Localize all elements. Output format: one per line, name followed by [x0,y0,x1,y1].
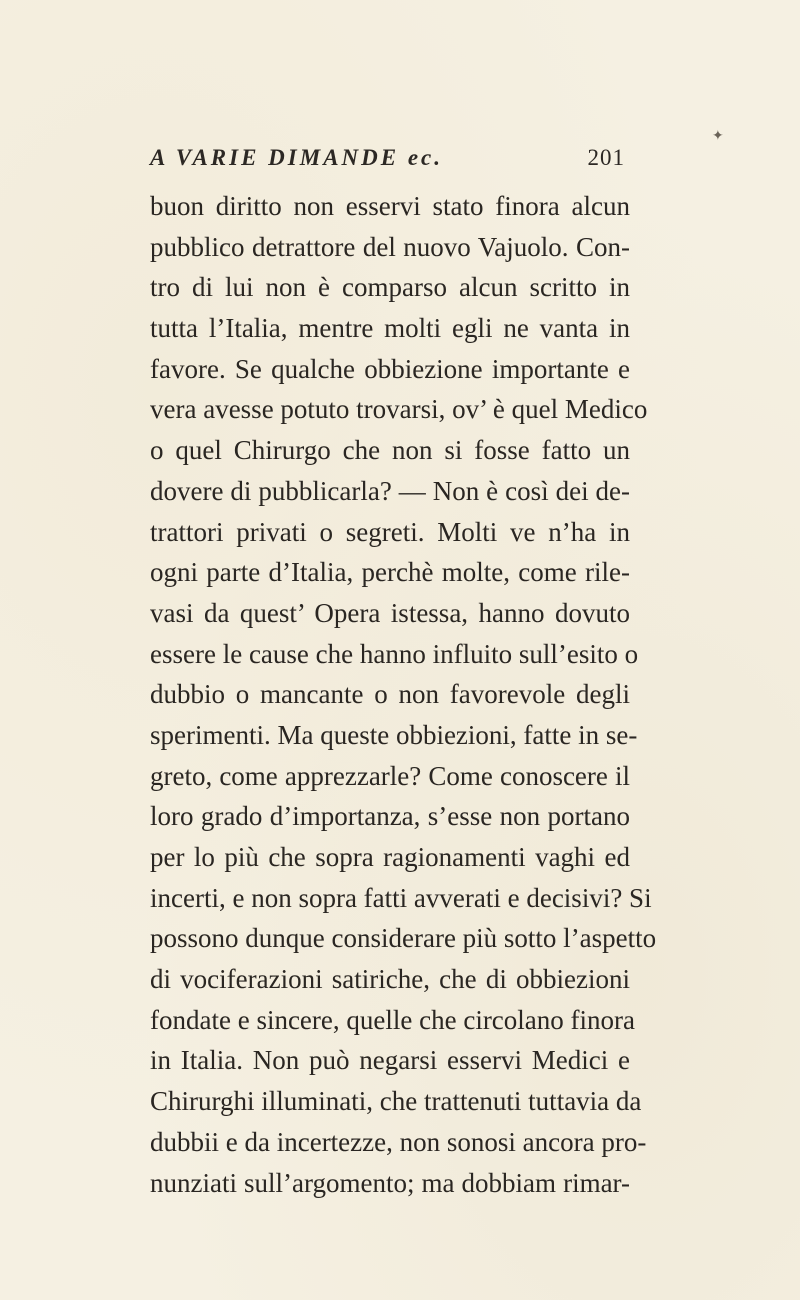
text-line: vasi da quest’ Opera istessa, hanno dovuto [150,597,630,628]
text-line: trattori privati o segreti. Molti ve n’ha in [150,516,630,547]
text-line: loro grado d’importanza, s’esse non portano [150,801,630,832]
text-line: pubblico detrattore del nuovo Vajuolo. Con- [150,231,630,262]
text-line: vera avesse potuto trovarsi, ov’ è quel Medico [150,394,648,425]
text-line: in Italia. Non può negarsi esservi Medici e [150,1045,630,1076]
text-line: dubbii e da incertezze, non sonosi ancora pro- [150,1126,647,1157]
text-line: nunziati sull’argomento; ma dobbiam rimar- [150,1167,630,1198]
text-line: possono dunque considerare più sotto l’aspetto [150,923,657,954]
text-line: dovere di pubblicarla? — Non è così dei de- [150,475,630,506]
text-line: buon diritto non esservi stato finora alcun [150,191,630,221]
page-number: 201 [587,145,625,170]
text-line: fondate e sincere, quelle che circolano finora [150,1004,635,1035]
text-line: sperimenti. Ma queste obbiezioni, fatte in se- [150,719,638,750]
text-line: di vociferazioni satiriche, che di obbiezioni [150,964,630,995]
text-line: favore. Se qualche obbiezione importante e [150,353,630,384]
running-head [150,145,625,175]
text-line: per lo più che sopra ragionamenti vaghi ed [150,842,630,872]
text-line: greto, come apprezzarle? Come conoscere il [150,760,630,791]
text-line: tutta l’Italia, mentre molti egli ne vanta in [150,313,630,344]
text-line: essere le cause che hanno influito sull’esito o [150,638,639,669]
text-line: tro di lui non è comparso alcun scritto in [150,272,630,303]
body-text [150,186,657,1203]
text-line: o quel Chirurgo che non si fosse fatto un [150,435,630,466]
margin-mark-icon: ✦ [712,129,724,144]
text-line: Chirurghi illuminati, che trattenuti tuttavia da [150,1086,642,1117]
running-title: A VARIE DIMANDE ec. [150,145,444,170]
text-line: incerti, e non sopra fatti avverati e decisivi? Si [150,882,652,913]
text-line: ogni parte d’Italia, perchè molte, come rile- [150,557,630,588]
text-line: dubbio o mancante o non favorevole degli [150,679,630,710]
